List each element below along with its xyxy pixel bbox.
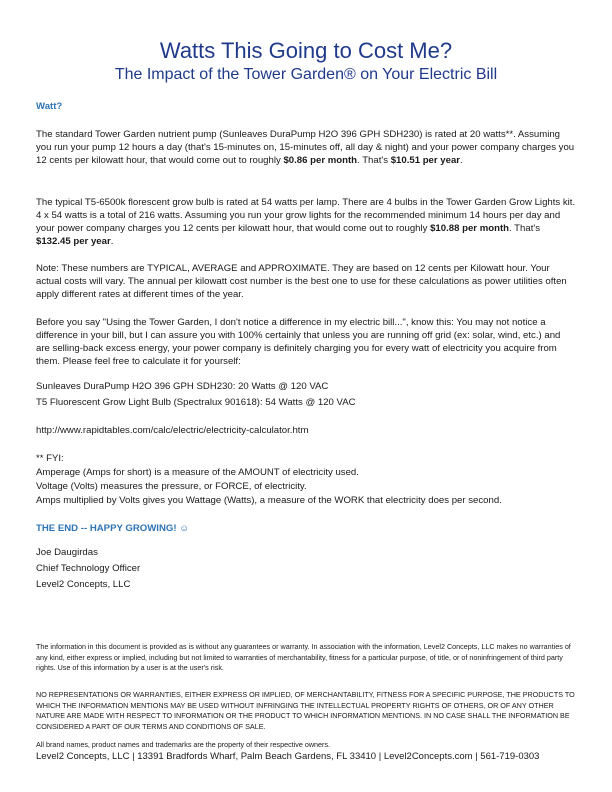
- before-paragraph: Before you say "Using the Tower Garden, I don't notice a difference in my electric bill...", know this: You may not notice a difference in your bill, but I can assure you with 100% certainly that unless you are running off grid (ex: solar, wind, etc.) and are selling-back excess energy, your power company is definitely charging you for every watt of electricity you acquire from them. Please feel free to calculate it for yourself:: [36, 317, 561, 367]
- disclaimer-representations: NO REPRESENTATIONS OR WARRANTIES, EITHER EXPRESS OR IMPLIED, OF MERCHANTABILITY, FITNESS FOR A SPECIFIC PURPOSE, THE PRODUCTS TO WHICH THE INFORMATION MENTIONS MAY BE USED WITHOUT INFRINGING THE INTELLECTUAL PROPERTY RIGHTS OF OTHERS, OR OF ANY OTHER NATURE ARE MADE WITH RESPECT TO INFORMATION OR THE PRODUCT TO WHICH INFORMATION MENTIONS. IN NO CASE SHALL THE INFORMATION BE CONSIDERED A PART OF OUR TERMS AND CONDITIONS OF SALE.: [36, 690, 575, 731]
- bulb-month-cost: $10.88 per month: [430, 223, 510, 234]
- spec-pump: Sunleaves DuraPump H2O 396 GPH SDH230: 20 Watts @ 120 VAC: [36, 381, 329, 392]
- fyi-amps: Amperage (Amps for short) is a measure of the AMOUNT of electricity used.: [36, 467, 359, 478]
- signature-title: Chief Technology Officer: [36, 563, 141, 574]
- signature-company: Level2 Concepts, LLC: [36, 579, 131, 590]
- disclaimer-warranty: The information in this document is provided as is without any guarantees or warranty. In association with the information, Level2 Concepts, LLC makes no warranties of any kind, either express or implied, including but not limited to warranties of merchantability, fitness for a particular purpose, of title, or of noninfringement of third party rights. Use of this information by a user is at the user's risk.: [36, 642, 571, 673]
- bulb-paragraph: The typical T5-6500k florescent grow bulb is rated at 54 watts per lamp. There are 4 bulbs in the Tower Garden Grow Lights kit. 4 x 54 watts is a total of 216 watts. Assuming you run your grow lights for the recommended minimum 14 hours per day and your power company charges you 12 cents per kilowatt hour, that would come out to roughly $10.88 per month. That's $132.45 per year.: [36, 197, 576, 247]
- closing-line: THE END -- HAPPY GROWING! ☺: [36, 523, 189, 534]
- page-subtitle: The Impact of the Tower Garden® on Your Electric Bill: [114, 66, 498, 83]
- fyi-volts: Voltage (Volts) measures the pressure, or FORCE, of electricity.: [36, 481, 307, 492]
- pump-year-cost: $10.51 per year: [390, 155, 461, 166]
- contact-footer: Level2 Concepts, LLC | 13391 Bradfords Wharf, Palm Beach Gardens, FL 33410 | Level2Concepts.com | 561-719-0303: [36, 751, 540, 762]
- section-heading: Watt?: [36, 101, 63, 112]
- calculator-link[interactable]: http://www.rapidtables.com/calc/electric/electricity-calculator.htm: [36, 425, 309, 436]
- fyi-watts: Amps multiplied by Volts gives you Wattage (Watts), a measure of the WORK that electricity does per second.: [36, 495, 502, 506]
- note-paragraph: Note: These numbers are TYPICAL, AVERAGE and APPROXIMATE. They are based on 12 cents per Kilowatt hour. Your actual costs will vary. The annual per kilowatt cost number is the best one to use for these calculations as power utilities often apply different rates at different times of the year.: [36, 263, 567, 300]
- pump-month-cost: $0.86 per month: [283, 155, 358, 166]
- page-title: Watts This Going to Cost Me?: [159, 38, 453, 63]
- spec-bulb: T5 Fluorescent Grow Light Bulb (Spectralux 901618): 54 Watts @ 120 VAC: [36, 397, 356, 408]
- fyi-label: ** FYI:: [36, 453, 64, 464]
- pump-paragraph: The standard Tower Garden nutrient pump (Sunleaves DuraPump H2O 396 GPH SDH230) is rated at 20 watts**. Assuming you run your pump 12 hours a day (that's 15-minutes on, 15-minutes off, all day & night) and your power company charges you 12 cents per kilowatt hour, that would come out to roughly $0.86 per month. That's $10.51 per year.: [36, 129, 575, 166]
- disclaimer-trademarks: All brand names, product names and trademarks are the property of their respective owners.: [36, 740, 331, 749]
- signature-name: Joe Daugirdas: [36, 547, 98, 558]
- bulb-year-cost: $132.45 per year: [36, 236, 111, 247]
